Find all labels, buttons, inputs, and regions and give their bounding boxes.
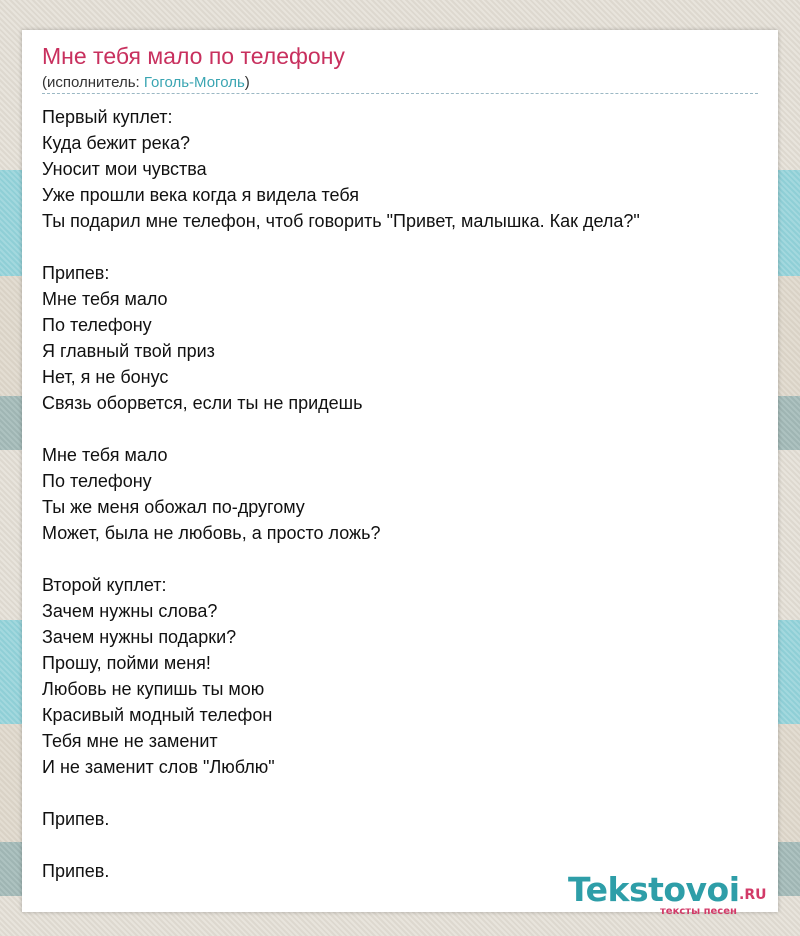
- lyric-line: Зачем нужны подарки?: [42, 627, 237, 647]
- stanza-gap: [42, 832, 640, 858]
- artist-line: [42, 74, 250, 91]
- lyric-line: Связь оборвется, если ты не придешь: [42, 393, 363, 413]
- lyric-line: Ты подарил мне телефон, чтоб говорить "Привет, малышка. Как дела?": [42, 211, 640, 231]
- song-title: Мне тебя мало по телефону: [42, 43, 345, 69]
- stanza-gap: [42, 234, 640, 260]
- lyric-line: Мне тебя мало: [42, 445, 168, 465]
- lyric-line: Я главный твой приз: [42, 341, 215, 361]
- stanza-gap: [42, 416, 640, 442]
- lyrics-body: [42, 104, 640, 884]
- lyric-line: Припев.: [42, 809, 110, 829]
- lyric-line: Припев:: [42, 263, 110, 283]
- lyrics-card: [22, 30, 778, 917]
- logo-name: Tekstovoi: [568, 870, 740, 909]
- lyric-line: Ты же меня обожал по-другому: [42, 497, 305, 517]
- lyric-line: Зачем нужны слова?: [42, 601, 218, 621]
- lyric-line: Любовь не купишь ты мою: [42, 679, 265, 699]
- lyric-line: И не заменит слов "Люблю": [42, 757, 275, 777]
- lyric-line: Может, была не любовь, а просто ложь?: [42, 523, 381, 543]
- lyric-line: Уносит мои чувства: [42, 159, 207, 179]
- artist-suffix: ): [244, 74, 250, 91]
- artist-prefix: (исполнитель:: [42, 74, 144, 91]
- lyric-line: Куда бежит река?: [42, 133, 190, 153]
- title-divider: [42, 93, 758, 94]
- lyric-line: По телефону: [42, 471, 152, 491]
- stanza-gap: [42, 546, 640, 572]
- lyric-line: Второй куплет:: [42, 575, 167, 595]
- lyric-line: Красивый модный телефон: [42, 705, 273, 725]
- logo-tagline: тексты песен: [660, 906, 737, 917]
- lyric-line: Первый куплет:: [42, 107, 173, 127]
- lyric-line: Нет, я не бонус: [42, 367, 169, 387]
- tekstovoi-logo[interactable]: [568, 870, 778, 918]
- lyric-line: Мне тебя мало: [42, 289, 168, 309]
- lyric-line: Прошу, пойми меня!: [42, 653, 211, 673]
- lyric-line: Уже прошли века когда я видела тебя: [42, 185, 359, 205]
- logo-domain: .RU: [739, 887, 767, 903]
- lyric-line: По телефону: [42, 315, 152, 335]
- lyric-line: Припев.: [42, 861, 110, 881]
- stanza-gap: [42, 780, 640, 806]
- lyric-line: Тебя мне не заменит: [42, 731, 218, 751]
- artist-link[interactable]: Гоголь-Моголь: [143, 74, 245, 91]
